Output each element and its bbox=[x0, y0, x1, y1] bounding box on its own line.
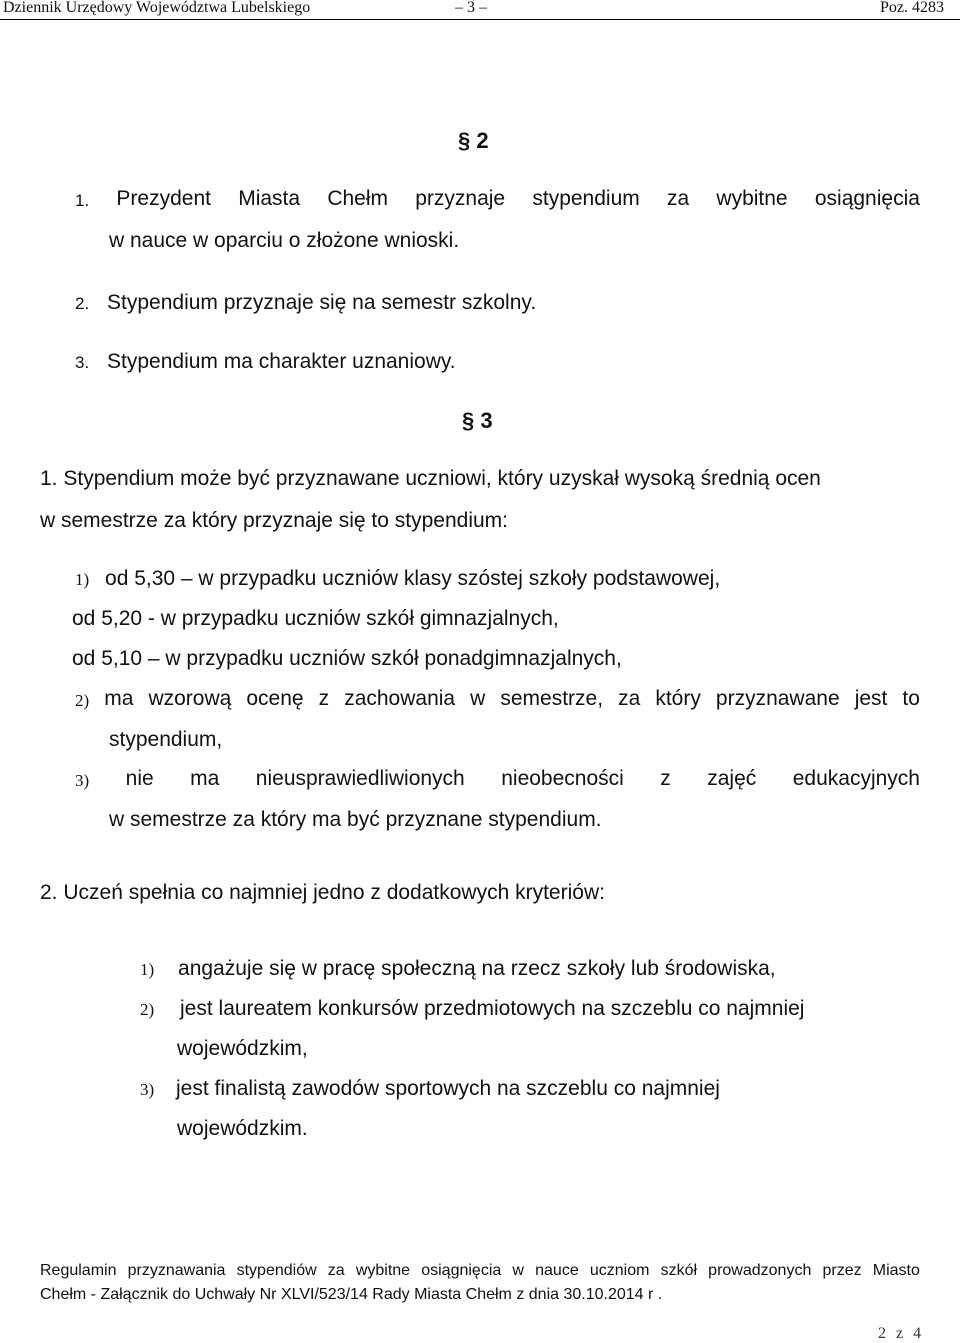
sec3-i2-word: zachowania bbox=[344, 687, 456, 710]
sec3-i3-word: nieobecności bbox=[501, 767, 624, 790]
sec2-p1-word: osiągnięcia bbox=[814, 187, 920, 210]
sec3-i3-word: nie bbox=[125, 767, 154, 790]
footer-word: prowadzonych bbox=[708, 1262, 812, 1279]
sec3-i2-word: który bbox=[655, 687, 701, 710]
footer-line-1 bbox=[40, 1259, 920, 1283]
section-heading-2: § 2 bbox=[458, 128, 489, 153]
sec2-p2-text: Stypendium przyznaje się na semestr szkolny. bbox=[107, 291, 537, 314]
sec3-i2-word: ocenę bbox=[246, 687, 304, 710]
sec2-p3-number: 3. bbox=[75, 353, 90, 372]
sec3-paragraph-2: 2. Uczeń spełnia co najmniej jedno z dodatkowych kryteriów: bbox=[40, 881, 605, 904]
sec3-item-2-line2: stypendium, bbox=[109, 728, 223, 751]
sec3-item-2-number: 2) bbox=[75, 691, 90, 710]
sec3-i3-word: nieusprawiedliwionych bbox=[255, 767, 465, 790]
sec3-i2-word: z bbox=[318, 687, 330, 710]
sec3-i2-word: w bbox=[470, 687, 486, 710]
sec3-item-3-number: 3) bbox=[75, 771, 90, 790]
sec2-p1-word: Miasta bbox=[238, 187, 301, 210]
sec3-item-1-number: 1) bbox=[75, 570, 90, 589]
page-counter: 2 z 4 bbox=[878, 1325, 925, 1342]
footer-word: szkół bbox=[660, 1262, 698, 1279]
section-heading-3: § 3 bbox=[462, 408, 493, 433]
sec2-p1-number: 1. bbox=[75, 191, 90, 210]
criteria-item-1 bbox=[140, 956, 776, 983]
sec3-item-2 bbox=[75, 686, 920, 712]
header-rule bbox=[0, 19, 960, 20]
sec2-paragraph-1-line1 bbox=[75, 186, 920, 212]
sec3-item-1-line2: od 5,20 - w przypadku uczniów szkół gimnazjalnych, bbox=[72, 607, 559, 630]
footer-word: wybitne bbox=[355, 1262, 411, 1279]
footer-word: przyznawania bbox=[127, 1262, 226, 1279]
footer-word: za bbox=[327, 1262, 345, 1279]
criteria-item-3-line2: wojewódzkim. bbox=[177, 1117, 308, 1140]
sec2-paragraph-1-line2: w nauce w oparciu o złożone wnioski. bbox=[109, 229, 460, 252]
page-footer bbox=[40, 1259, 920, 1307]
sec3-i2-word: wzorową bbox=[148, 687, 232, 710]
sec2-p1-word: Chełm bbox=[327, 187, 388, 210]
sec3-item-1-line3: od 5,10 – w przypadku uczniów szkół ponadgimnazjalnych, bbox=[72, 647, 622, 670]
sec3-i2-word: przyznawane bbox=[715, 687, 840, 710]
sec2-p2-number: 2. bbox=[75, 294, 90, 313]
sec3-i2-word: semestrze, bbox=[500, 687, 604, 710]
sec3-i3-word: zajęć bbox=[707, 767, 757, 790]
sec3-i2-word: to bbox=[902, 687, 920, 710]
criteria-item-1-text: angażuje się w pracę społeczną na rzecz szkoły lub środowiska, bbox=[178, 957, 776, 980]
sec2-p1-word: wybitne bbox=[716, 187, 788, 210]
sec2-paragraph-3 bbox=[75, 349, 456, 376]
sec2-paragraph-2 bbox=[75, 290, 536, 317]
journal-title: Dziennik Urzędowy Województwa Lubelskiego bbox=[3, 0, 311, 16]
sec3-i3-word: ma bbox=[190, 767, 220, 790]
footer-word: Miasto bbox=[872, 1262, 920, 1279]
criteria-item-2-text: jest laureatem konkursów przedmiotowych na szczeblu co najmniej bbox=[180, 997, 805, 1020]
sec3-item-3-line1 bbox=[75, 766, 920, 792]
sec2-p3-text: Stypendium ma charakter uznaniowy. bbox=[107, 350, 456, 373]
criteria-item-2 bbox=[140, 996, 804, 1023]
footer-word: uczniom bbox=[589, 1262, 650, 1279]
footer-line-2: Chełm - Załącznik do Uchwały Nr XLVI/523/14 Rady Miasta Chełm z dnia 30.10.2014 r . bbox=[40, 1286, 663, 1303]
sec2-p1-word: Prezydent bbox=[116, 187, 211, 210]
sec3-i2-word: ma bbox=[104, 687, 134, 710]
criteria-item-1-number: 1) bbox=[140, 960, 155, 979]
criteria-item-2-number: 2) bbox=[140, 1000, 155, 1019]
sec3-item-1 bbox=[75, 566, 720, 593]
sec3-paragraph-1-line1: 1. Stypendium może być przyznawane uczniowi, który uzyskał wysoką średnią ocen bbox=[40, 467, 821, 490]
sec2-p1-word: za bbox=[666, 187, 690, 210]
sec2-p1-word: stypendium bbox=[532, 187, 640, 210]
sec3-item-2-line1 bbox=[75, 686, 920, 712]
criteria-item-3 bbox=[140, 1076, 720, 1103]
sec3-i2-word: za bbox=[618, 687, 641, 710]
sec3-i2-word: jest bbox=[854, 687, 888, 710]
sec2-paragraph-1 bbox=[75, 186, 920, 212]
footer-word: stypendiów bbox=[236, 1262, 317, 1279]
sec2-p1-word: przyznaje bbox=[415, 187, 506, 210]
footer-word: w bbox=[512, 1262, 524, 1279]
sec3-paragraph-1-line2: w semestrze za który przyznaje się to stypendium: bbox=[40, 509, 509, 532]
page-number: – 3 – bbox=[455, 0, 487, 16]
sec3-item-3-line2: w semestrze za który ma być przyznane stypendium. bbox=[109, 808, 602, 831]
position-number: Poz. 4283 bbox=[880, 0, 944, 16]
criteria-item-3-text: jest finalistą zawodów sportowych na szczeblu co najmniej bbox=[176, 1077, 720, 1100]
sec3-i3-word: edukacyjnych bbox=[792, 767, 920, 790]
sec3-item-1-text: od 5,30 – w przypadku uczniów klasy szóstej szkoły podstawowej, bbox=[105, 567, 721, 590]
footer-word: nauce bbox=[535, 1262, 579, 1279]
footer-word: osiągnięcia bbox=[421, 1262, 502, 1279]
sec3-item-3 bbox=[75, 766, 920, 792]
footer-word: przez bbox=[822, 1262, 862, 1279]
sec3-i3-word: z bbox=[660, 767, 671, 790]
footer-word: Regulamin bbox=[40, 1262, 117, 1279]
page-header bbox=[0, 0, 960, 20]
criteria-item-3-number: 3) bbox=[140, 1080, 155, 1099]
criteria-item-2-line2: wojewódzkim, bbox=[177, 1037, 308, 1060]
